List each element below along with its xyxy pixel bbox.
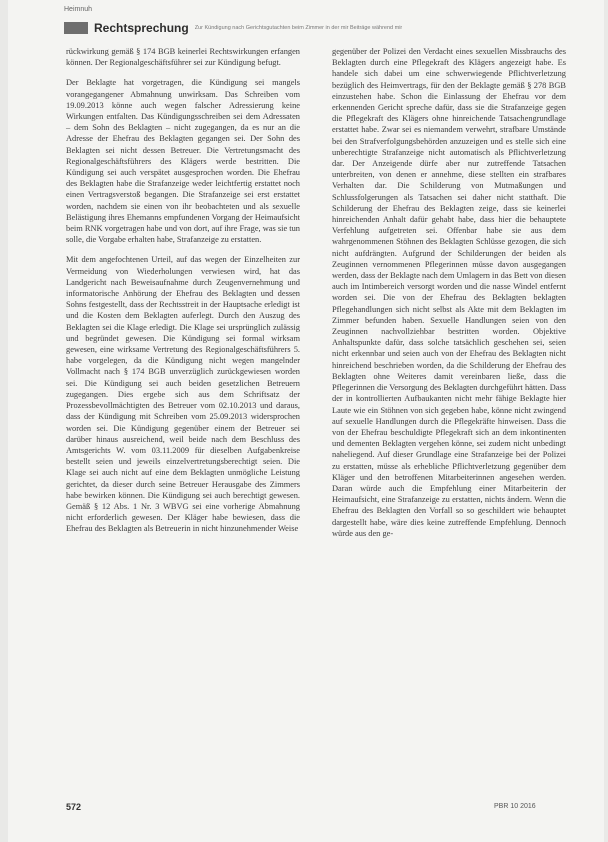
text-column-left	[66, 46, 300, 544]
text-column-right	[332, 46, 566, 548]
paragraph: gegenüber der Polizei den Verdacht eines sexuellen Missbrauchs des Beklagten durch eine Pflegekraft des Klägers angezeigt habe. Es handele sich dabei um eine schwerwiegende Pflichtverletzung bezüglich des Heimvertrags, für den der Beklagte gemäß § 278 BGB einzustehen habe. Schon die Einlassung der Ehefrau vor dem erkennenden Gericht spreche dafür, dass sie die Strafanzeige gegen die Pflegekraft des Klägers ohne hinreichende Tatsachengrundlage erstattet habe. Zwar sei es niemandem verwehrt, strafbare Umstände bei den Strafverfolgungsbehörden anzuzeigen und es stelle sich eine unberechtigte Strafanzeige nicht automatisch als Pflichtverletzung dar. Der Anzeigende dürfe aber nur zutreffende Tatsachen unterbreiten, von denen er annehme, diese stellten ein strafbares Verhalten dar. Die Schilderung von Mutmaßungen und Schlussfolgerungen als Tatsachen sei daher nicht statthaft. Die Schilderung der Ehefrau des Beklagten zeige, dass sie keinerlei hinreichenden Anhalt dafür gehabt habe, dass hier die behauptete Verfehlung aufgetreten sei. Offenbar habe sie aus dem wahrgenommenen Stöhnen des Beklagten Schlüsse gezogen, die sich nicht aufdrängten. Aufgrund der Schilderungen der beiden als Zeuginnen vernommenen Pflegerinnen müsse davon ausgegangen werden, dass der Beklagte nach dem Umlagern in das Bett von diesen auch im Intimbereich versorgt worden und die nasse Windel entfernt worden sei. Die von der Ehefrau des Beklagten beklagten Pflegehandlungen sich nicht selbst als Akte mit dem Beklagten im Zimmer befunden haben. Sexuelle Handlungen seien von den Zeuginnen nachvollziehbar bestritten worden. Objektive Anhaltspunkte dafür, dass solche tatsächlich geschehen sei, seien nicht erkennbar und seien auch von der Ehefrau des Beklagten nicht hinreichend beschrieben worden, da die Schilderung der Ehefrau des Beklagten ohne Weiteres damit vereinbaren ließe, dass die Pflegerinnen die Versorgung des Beklagten durchgeführt hätten. Dass der in kontrollierten Aufbaukanten nicht mehr fähige Beklagte hier Laute wie ein Stöhnen von sich gegeben habe, könne nicht zwingend auf sexuelle Handlungen durch die Pflegekräfte hinweisen. Dass die von der Ehefrau beschuldigte Pflegekraft sich an dem inkontinenten und dementen Beklagten vergehen könne, sei zudem nicht unbedingt naheliegend. Auf dieser Grundlage eine Strafanzeige bei der Polizei zu erstatten, müsse als erhebliche Pflichtverletzung gegenüber dem Kläger und den betroffenen Mitarbeiterinnen angesehen werden. Daran würde auch die Empfehlung einer Mitarbeiterin der Heimaufsicht, eine Strafanzeige zu erstatten, nichts ändern. Wenn die Ehefrau des Beklagten den Vorfall so so geschildert wie behauptet dargestellt habe, wäre dies keine zutreffende Empfehlung. Dennoch würde aus den ge-	[332, 47, 566, 538]
journal-issue: PBR 10 2016	[494, 803, 536, 810]
page-number: 572	[66, 802, 82, 812]
page	[8, 0, 604, 842]
section-subtitle: Zur Kündigung nach Gerichtsgutachten beim Zimmer in der mir Beiträge während mir	[194, 25, 403, 31]
section-header	[64, 20, 576, 36]
running-head-label: Heimnuh	[64, 6, 93, 13]
header-bar-decoration	[64, 22, 88, 34]
paragraph: Der Beklagte hat vorgetragen, die Kündigung sei mangels vorangegangener Abmahnung unwirksam. Das Schreiben vom 19.09.2013 könne auch wegen falscher Adressierung keine Wirkungen entfalten. Das Kündigungsschreiben sei dem Adressaten – dem Sohn des Beklagten – nicht zugegangen, da es nur an die Adresse der Ehefrau des Beklagten gegangen sei. Der Sohn des Beklagten sei nicht dessen Betreuer. Die Vertretungsmacht des Regionalgeschäftsführers des Klägers werde bestritten. Die Kündigung sei auch verspätet ausgesprochen worden. Die Ehefrau des Beklagten habe die Strafanzeige weder leichtfertig erstattet noch einen Vertragsverstoß begangen. Die Strafanzeige sei erst erstattet worden, nachdem sie einen von ihr beobachteten und als sexuelle Belästigung ihres Ehemanns empfundenen Vorgang der Heimaufsicht beim RNK vorgetragen habe und von dort, auf ihre Frage, was sie tun solle, die Vorgabe erhalten habe, Strafanzeige zu erstatten.	[66, 78, 300, 245]
paragraph: rückwirkung gemäß § 174 BGB keinerlei Rechtswirkungen erfangen können. Der Regionalgeschäftsführer sei zur Kündigung befugt.	[66, 47, 300, 68]
section-title: Rechtsprechung	[94, 21, 189, 35]
paragraph: Mit dem angefochtenen Urteil, auf das wegen der Einzelheiten zur Vermeidung von Wiederholungen verwiesen wird, hat das Landgericht nach Beweisaufnahme durch Zeugenvernehmung und informatorische Anhörung der Ehefrau des Beklagten und dessen Sohns festgestellt, dass der Rechtsstreit in der Hauptsache erledigt ist und die Kosten dem Beklagten auferlegt. Durch den Auszug des Beklagten sei die Klage erledigt. Die Klage sei ursprünglich zulässig und begründet gewesen. Die Kündigung sei formal wirksam gewesen, eine wirksame Vertretung des Regionalgeschäftsführers 5. habe vorgelegen, da die Kündigung nicht wegen mangelnder Vollmacht nach § 174 BGB unverzüglich zurückgewiesen worden sei. Die Kündigung sei auch beiden gesetzlichen Betreuern zugegangen. Dies ergebe sich aus dem Schriftsatz der Prozessbevollmächtigten des Betreuer vom 02.10.2013 und daraus, dass der Kündigung mit Schreiben vom 25.09.2013 widersprochen worden sei. Die Kündigung gegenüber einem der Betreuer sei darüber hinaus ausreichend, weil beide nach dem Beschluss des Amtsgerichts W. vom 03.11.2009 für dieselben Aufgabenkreise bestellt seien und jeweils einzelvertretungsberechtigt seien. Die Klage sei auch nicht auf eine dem Beklagten unmögliche Leistung gerichtet, da dieser durch seine Betreuer Herausgabe des Zimmers habe bewirken können. Die Kündigung sei auch berechtigt gewesen. Gemäß § 12 Abs. 1 Nr. 3 WBVG sei eine vorherige Abmahnung nicht erforderlich gewesen. Der Kläger habe bewiesen, dass die Ehefrau des Beklagten als Betreuerin in nicht hinzunehmender Weise	[66, 255, 300, 534]
